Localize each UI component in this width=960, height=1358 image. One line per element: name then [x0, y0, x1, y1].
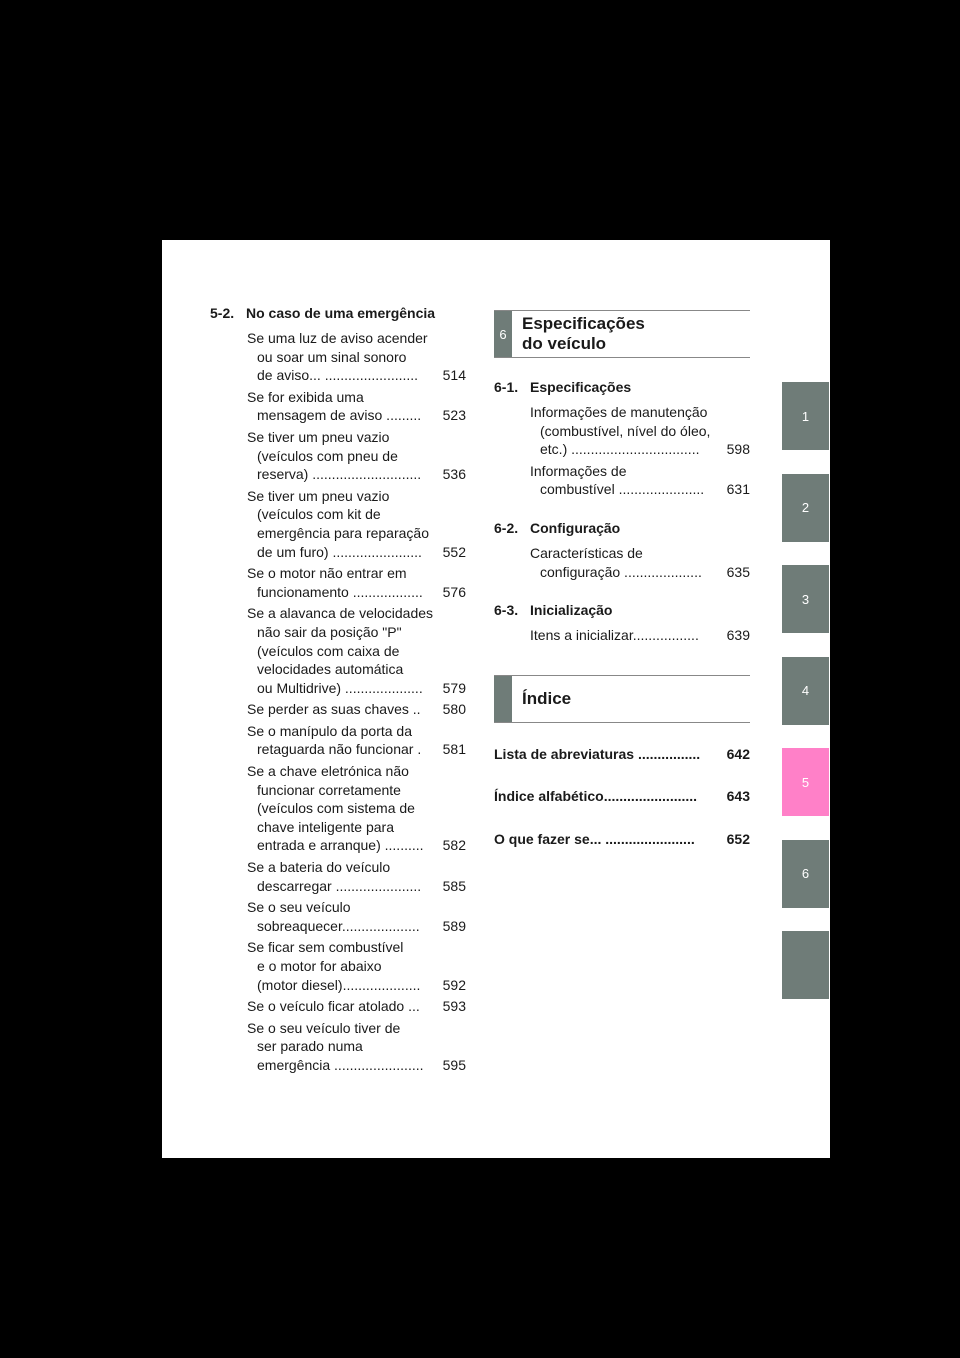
- toc-entry[interactable]: [530, 544, 750, 581]
- index-entry[interactable]: [494, 830, 750, 849]
- chapter-header: [494, 310, 750, 358]
- entry-text: reserva) ............................: [257, 466, 422, 483]
- entry-text: Se ficar sem combustível: [247, 939, 404, 956]
- toc-entry[interactable]: [247, 388, 466, 425]
- section-title: No caso de uma emergência: [246, 305, 436, 321]
- page-number: 582: [442, 837, 466, 854]
- toc-list: [247, 329, 466, 1075]
- entry-text: configuração ....................: [540, 563, 702, 580]
- page-number: 639: [726, 627, 750, 644]
- entry-text: retaguarda não funcionar .: [257, 741, 422, 758]
- index-list: [494, 745, 750, 849]
- entry-text: O que fazer se... .......................: [494, 830, 695, 847]
- section-number: 5-2.: [210, 305, 235, 321]
- section-number: 6-2.: [494, 519, 519, 536]
- entry-text: emergência .......................: [257, 1056, 424, 1073]
- toc-list: [530, 403, 750, 499]
- section-heading: [210, 304, 470, 323]
- entry-text: chave inteligente para: [257, 818, 394, 835]
- entry-text: Itens a inicializar.................: [530, 627, 699, 644]
- toc-entry[interactable]: [530, 626, 750, 645]
- toc-list: [530, 626, 750, 645]
- page-number: 514: [442, 367, 466, 384]
- toc-entry[interactable]: [247, 428, 466, 484]
- entry-text: velocidades automática: [257, 661, 404, 678]
- entry-text: (veículos com caixa de: [257, 642, 400, 659]
- toc-entry[interactable]: [247, 858, 466, 895]
- page-number: 593: [442, 998, 466, 1015]
- toc-entry[interactable]: [247, 487, 466, 561]
- entry-text: Índice alfabético........................: [494, 788, 698, 805]
- page-number: 635: [726, 563, 750, 580]
- left-column: [210, 304, 470, 1078]
- entry-text: (motor diesel)....................: [257, 976, 421, 993]
- entry-text: de um furo) .......................: [257, 543, 422, 560]
- entry-text: funcionamento ..................: [257, 583, 423, 600]
- toc-entry[interactable]: [530, 403, 750, 459]
- chapter-tab[interactable]: 5: [782, 748, 829, 816]
- page-number: 592: [442, 976, 466, 993]
- page-number: 589: [442, 917, 466, 934]
- entry-text: (veículos com sistema de: [257, 800, 415, 817]
- chapter-title-line: Especificações: [522, 314, 645, 333]
- index-title: Índice: [522, 688, 572, 708]
- entry-text: Se tiver um pneu vazio: [247, 487, 390, 504]
- page-number: 652: [726, 830, 750, 847]
- page-number: 595: [442, 1056, 466, 1073]
- entry-text: Se o motor não entrar em: [247, 565, 407, 582]
- toc-section: [494, 519, 750, 581]
- entry-text: Características de: [530, 544, 643, 561]
- page-number: 536: [442, 466, 466, 483]
- entry-text: ou soar um sinal sonoro: [257, 348, 407, 365]
- toc-entry[interactable]: [247, 938, 466, 994]
- toc-entry[interactable]: [530, 462, 750, 499]
- section-heading: [494, 601, 750, 620]
- entry-text: Se uma luz de aviso acender: [247, 330, 428, 346]
- index-entry[interactable]: [494, 745, 750, 764]
- entry-text: Informações de: [530, 462, 627, 479]
- entry-text: Se o seu veículo: [247, 899, 351, 916]
- chapter-title-line: do veículo: [522, 334, 607, 353]
- entry-text: de aviso... ........................: [257, 367, 419, 384]
- entry-text: e o motor for abaixo: [257, 958, 382, 974]
- entry-text: ser parado numa: [257, 1038, 363, 1055]
- page-number: 585: [442, 877, 466, 894]
- chapter-tab[interactable]: 1: [782, 382, 829, 450]
- entry-text: Lista de abreviaturas ................: [494, 745, 701, 762]
- right-column: [494, 310, 750, 873]
- chapter-tab[interactable]: [782, 931, 829, 999]
- entry-text: (veículos com kit de: [257, 506, 381, 523]
- entry-text: Se o veículo ficar atolado ...: [247, 998, 420, 1015]
- toc-list: [530, 544, 750, 581]
- page-number: 642: [726, 745, 750, 762]
- entry-text: (veículos com pneu de: [257, 447, 398, 464]
- section-title: Configuração: [530, 519, 621, 536]
- entry-text: combustível ......................: [540, 481, 705, 498]
- entry-text: sobreaquecer....................: [257, 917, 420, 934]
- page-number: 552: [442, 543, 466, 560]
- toc-entry[interactable]: [247, 329, 466, 385]
- entry-text: Se o seu veículo tiver de: [247, 1019, 401, 1036]
- index-header: [494, 675, 750, 723]
- toc-section: [494, 378, 750, 499]
- section-title: Especificações: [530, 379, 632, 395]
- toc-entry[interactable]: [247, 898, 466, 935]
- entry-text: descarregar ......................: [257, 877, 422, 894]
- entry-text: Se for exibida uma: [247, 388, 364, 405]
- toc-entry[interactable]: [247, 722, 466, 759]
- toc-entry[interactable]: [247, 1019, 466, 1075]
- entry-text: ou Multidrive) ....................: [257, 679, 423, 696]
- chapter-tab[interactable]: 4: [782, 657, 829, 725]
- chapter-tab[interactable]: 3: [782, 565, 829, 633]
- page-number: 576: [442, 583, 466, 600]
- entry-text: Se a bateria do veículo: [247, 859, 391, 876]
- section-title: Inicialização: [530, 602, 613, 619]
- section-number: 6-3.: [494, 602, 519, 619]
- toc-section: [494, 601, 750, 645]
- page-number: 598: [726, 441, 750, 458]
- entry-text: funcionar corretamente: [257, 781, 401, 798]
- page-number: 523: [442, 407, 466, 424]
- section-heading: [494, 378, 750, 397]
- page-number: 579: [442, 679, 466, 696]
- page-number: 631: [726, 481, 750, 498]
- entry-text: (combustível, nível do óleo,: [540, 422, 711, 439]
- chapter-tab[interactable]: 6: [782, 840, 829, 908]
- entry-text: Se a alavanca de velocidades: [247, 605, 434, 622]
- chapter-number: 6: [494, 311, 512, 357]
- entry-text: Se a chave eletrónica não: [247, 763, 409, 780]
- entry-text: Se perder as suas chaves ..: [247, 701, 421, 718]
- toc-entry[interactable]: [247, 700, 466, 719]
- toc-entry[interactable]: [247, 762, 466, 855]
- entry-text: não sair da posição "P": [257, 623, 402, 640]
- chapter-tab[interactable]: 2: [782, 474, 829, 542]
- entry-text: Se tiver um pneu vazio: [247, 428, 390, 445]
- entry-text: Informações de manutenção: [530, 404, 708, 420]
- toc-entry[interactable]: [247, 997, 466, 1016]
- section-number: 6-1.: [494, 379, 519, 395]
- index-bar: [494, 676, 512, 722]
- entry-text: entrada e arranque) ..........: [257, 837, 424, 854]
- toc-entry[interactable]: [247, 564, 466, 601]
- section-heading: [494, 519, 750, 538]
- entry-text: mensagem de aviso .........: [257, 407, 422, 424]
- entry-text: emergência para reparação: [257, 524, 429, 541]
- toc-entry[interactable]: [247, 604, 466, 697]
- index-entry[interactable]: [494, 787, 750, 806]
- page-number: 643: [726, 788, 750, 805]
- page-number: 580: [442, 701, 466, 718]
- entry-text: etc.) .................................: [540, 441, 700, 458]
- entry-text: Se o manípulo da porta da: [247, 722, 413, 739]
- page-number: 581: [442, 741, 466, 758]
